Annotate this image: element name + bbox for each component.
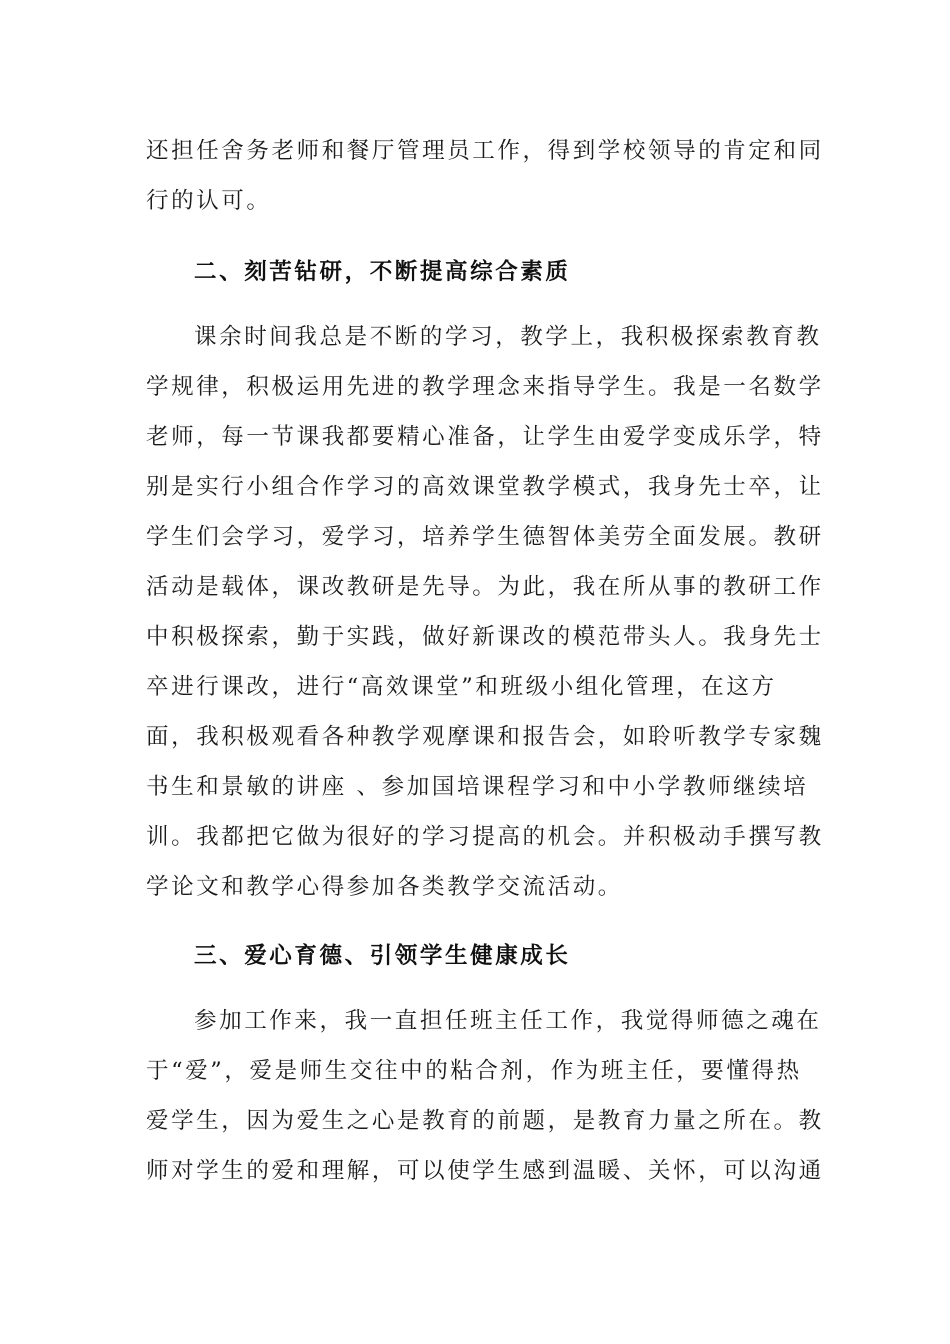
text-line: 学规律，积极运用先进的教学理念来指导学生。我是一名数学	[146, 374, 824, 400]
text-line: 别是实行小组合作学习的高效课堂教学模式，我身先士卒，让	[146, 474, 824, 500]
text-line: 参加工作来，我一直担任班主任工作，我觉得师德之魂在	[194, 1008, 822, 1034]
text-line: 行的认可。	[146, 188, 272, 214]
text-line: 书生和景敏的讲座 、参加国培课程学习和中小学教师继续培	[146, 774, 809, 800]
text-line: 学论文和教学心得参加各类教学交流活动。	[146, 874, 623, 900]
section-heading-2: 二、刻苦钻研，不断提高综合素质	[194, 259, 571, 285]
text-line: 训。我都把它做为很好的学习提高的机会。并积极动手撰写教	[146, 824, 824, 850]
text-line: 老师，每一节课我都要精心准备，让学生由爱学变成乐学，特	[146, 424, 824, 450]
text-line: 学生们会学习，爱学习，培养学生德智体美劳全面发展。教研	[146, 524, 824, 550]
text-line: 中积极探索，勤于实践，做好新课改的模范带头人。我身先士	[146, 624, 824, 650]
text-line: 面，我积极观看各种教学观摩课和报告会，如聆听教学专家魏	[146, 724, 824, 750]
text-line: 于“爱”，爱是师生交往中的粘合剂，作为班主任，要懂得热	[146, 1058, 802, 1084]
text-line: 活动是载体，课改教研是先导。为此，我在所从事的教研工作	[146, 574, 824, 600]
text-line: 卒进行课改，进行“高效课堂”和班级小组化管理，在这方	[146, 674, 777, 700]
text-line: 师对学生的爱和理解，可以使学生感到温暖、关怀，可以沟通	[146, 1158, 824, 1184]
text-line: 课余时间我总是不断的学习，教学上，我积极探索教育教	[194, 324, 822, 350]
section-heading-3: 三、爱心育德、引领学生健康成长	[194, 943, 571, 969]
text-line: 还担任舍务老师和餐厅管理员工作，得到学校领导的肯定和同	[146, 138, 824, 164]
text-line: 爱学生，因为爱生之心是教育的前题，是教育力量之所在。教	[146, 1108, 824, 1134]
